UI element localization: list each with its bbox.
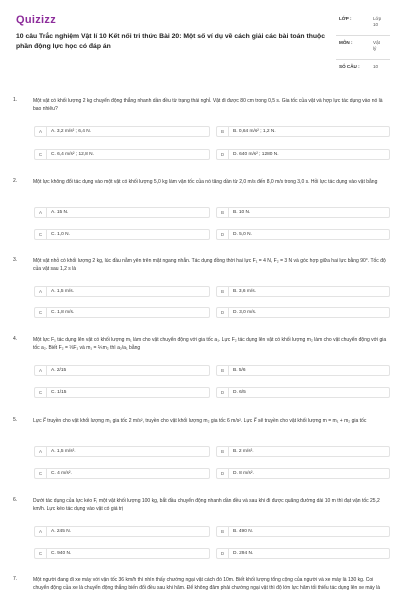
option-a[interactable] — [34, 526, 210, 537]
worksheet-header — [0, 0, 400, 80]
option-a[interactable] — [34, 446, 210, 457]
option-b[interactable] — [216, 126, 390, 137]
option-letter: A — [35, 127, 47, 136]
question-text: Một người đang đi xe máy với vận tốc 36 km/h thì nhìn thấy chướng ngại vật cách đó 10m. Biết khối lượng tổng cộng của người và xe máy là 130 kg. Coi chuyển động của xe là chuyển động thẳng biến đổi đều sau khi hãm. Để không đâm phải chướng ngại vật thì độ lớn lực hãm tối thiểu tác dụng lên xe máy là — [33, 577, 381, 591]
option-c[interactable] — [34, 307, 210, 318]
option-text: D. 8 m/s². — [233, 471, 254, 476]
option-text: A. 1,5 m/s². — [51, 449, 76, 454]
option-a[interactable] — [34, 126, 210, 137]
option-letter: B — [217, 208, 229, 217]
option-text: B. 490 N. — [233, 529, 253, 534]
worksheet-title: 10 câu Trắc nghiệm Vật lí 10 Kết nối tri thức Bài 20: Một số ví dụ về cách giải các bài toán thuộc phần động lực học có đáp án — [16, 33, 325, 50]
question-number: 7. — [13, 576, 18, 582]
meta-row-count — [336, 60, 390, 74]
meta-value: 10 — [373, 64, 379, 69]
question-number: 5. — [13, 417, 18, 423]
option-letter: B — [217, 447, 229, 456]
option-letter: D — [217, 388, 229, 397]
meta-box — [336, 12, 390, 74]
option-b[interactable] — [216, 286, 390, 297]
question-text: Lực F⃗ truyền cho vật khối lượng m₁ gia tốc 2 m/s², truyền cho vật khối lượng m₂ gia tốc 6 m/s². Lực F⃗ sẽ truyền cho vật khối lượng m = m₁ + m₂ gia tốc — [33, 418, 367, 424]
option-text: A. 2/15 — [51, 368, 67, 373]
option-letter: D — [217, 549, 229, 558]
option-text: B. 10 N. — [233, 210, 251, 215]
option-text: C. 1,0 N. — [51, 232, 70, 237]
option-letter: D — [217, 150, 229, 159]
option-d[interactable] — [216, 468, 390, 479]
meta-row-subject — [336, 36, 390, 60]
option-c[interactable] — [34, 468, 210, 479]
question-number: 4. — [13, 336, 18, 342]
option-b[interactable] — [216, 365, 390, 376]
option-letter: C — [35, 388, 47, 397]
question-number: 6. — [13, 497, 18, 503]
option-text: D. 640 m/s² ; 1280 N. — [233, 152, 279, 157]
option-a[interactable] — [34, 207, 210, 218]
meta-label: MÔN : — [339, 40, 353, 45]
option-text: D. 6/5 — [233, 390, 246, 395]
option-text: C. 1/15 — [51, 390, 67, 395]
option-d[interactable] — [216, 229, 390, 240]
meta-label: SỐ CÂU : — [339, 64, 360, 69]
option-letter: C — [35, 150, 47, 159]
option-text: A. 15 N. — [51, 210, 69, 215]
option-text: B. 2 m/s². — [233, 449, 254, 454]
option-text: C. 4 m/s². — [51, 471, 72, 476]
meta-value: Lớp 10 — [373, 16, 382, 27]
option-letter: D — [217, 308, 229, 317]
option-text: D. 294 N. — [233, 551, 254, 556]
option-d[interactable] — [216, 387, 390, 398]
option-letter: A — [35, 287, 47, 296]
option-letter: B — [217, 127, 229, 136]
option-text: D. 3,0 m/s. — [233, 310, 257, 315]
option-letter: D — [217, 469, 229, 478]
option-letter: C — [35, 549, 47, 558]
option-b[interactable] — [216, 207, 390, 218]
option-c[interactable] — [34, 229, 210, 240]
option-text: B. 0,64 m/s² ; 1,2 N. — [233, 129, 276, 134]
option-text: B. 3,6 m/s. — [233, 289, 256, 294]
option-text: C. 6,4 m/s² ; 12,8 N. — [51, 152, 94, 157]
option-letter: C — [35, 469, 47, 478]
option-letter: B — [217, 287, 229, 296]
option-c[interactable] — [34, 387, 210, 398]
meta-label: LỚP : — [339, 16, 352, 21]
question-number: 2. — [13, 178, 18, 184]
option-b[interactable] — [216, 446, 390, 457]
question-number: 3. — [13, 257, 18, 263]
option-text: C. 1,8 m/s. — [51, 310, 75, 315]
option-d[interactable] — [216, 307, 390, 318]
option-b[interactable] — [216, 526, 390, 537]
option-a[interactable] — [34, 286, 210, 297]
option-letter: D — [217, 230, 229, 239]
option-c[interactable] — [34, 149, 210, 160]
question-text: Dưới tác dụng của lực kéo F, một vật khối lượng 100 kg, bắt đầu chuyển động nhanh dần đều và sau khi đi được quãng đường dài 10 m thì đạt vận tốc 25,2 km/h. Lực kéo tác dụng vào vật có giá trị — [33, 498, 380, 512]
question-number: 1. — [13, 97, 18, 103]
question-text: Một vật có khối lượng 2 kg chuyển động thẳng nhanh dần đều từ trạng thái nghỉ. Vật đi được 80 cm trong 0,5 s. Gia tốc của vật và hợp lực tác dụng vào nó là bao nhiêu? — [33, 98, 383, 112]
option-letter: A — [35, 447, 47, 456]
option-text: B. 5/6 — [233, 368, 246, 373]
meta-value: Vật lý — [373, 40, 380, 51]
option-text: A. 3,2 m/s² ; 6,4 N. — [51, 129, 91, 134]
option-letter: A — [35, 366, 47, 375]
option-text: C. 940 N. — [51, 551, 72, 556]
option-text: A. 245 N. — [51, 529, 71, 534]
question-text: Một lực không đổi tác dụng vào một vật có khối lượng 5,0 kg làm vận tốc của nó tăng dần từ 2,0 m/s đến 8,0 m/s trong 3,0 s. Hỏi lực tác dụng vào vật bằng — [33, 179, 378, 185]
option-c[interactable] — [34, 548, 210, 559]
option-text: D. 5,0 N. — [233, 232, 252, 237]
option-a[interactable] — [34, 365, 210, 376]
option-d[interactable] — [216, 149, 390, 160]
option-letter: B — [217, 366, 229, 375]
option-letter: B — [217, 527, 229, 536]
option-letter: C — [35, 230, 47, 239]
option-text: A. 1,5 m/s. — [51, 289, 74, 294]
meta-row-grade — [336, 12, 390, 36]
question-text: Một lực F₁ tác dụng lên vật có khối lượng m₁ làm cho vật chuyển động với gia tốc a₁. Lực F₂ tác dụng lên vật có khối lượng m₂ làm cho vật chuyển động với gia tốc a₂. Biết F₂ = ⅓F₁ và m₁ = ⅖m₂ thì a₂/a₁ bằng — [33, 337, 387, 351]
option-letter: A — [35, 208, 47, 217]
option-letter: C — [35, 308, 47, 317]
option-d[interactable] — [216, 548, 390, 559]
question-text: Một vật nhỏ có khối lượng 2 kg, lúc đầu nằm yên trên mặt ngang nhẵn. Tác dụng đồng thời hai lực F₁ = 4 N, F₂ = 3 N và góc hợp giữa hai lực bằng 90°. Tốc độ của vật sau 1,2 s là — [33, 258, 386, 272]
option-letter: A — [35, 527, 47, 536]
quizizz-logo: Quizizz — [16, 14, 56, 26]
